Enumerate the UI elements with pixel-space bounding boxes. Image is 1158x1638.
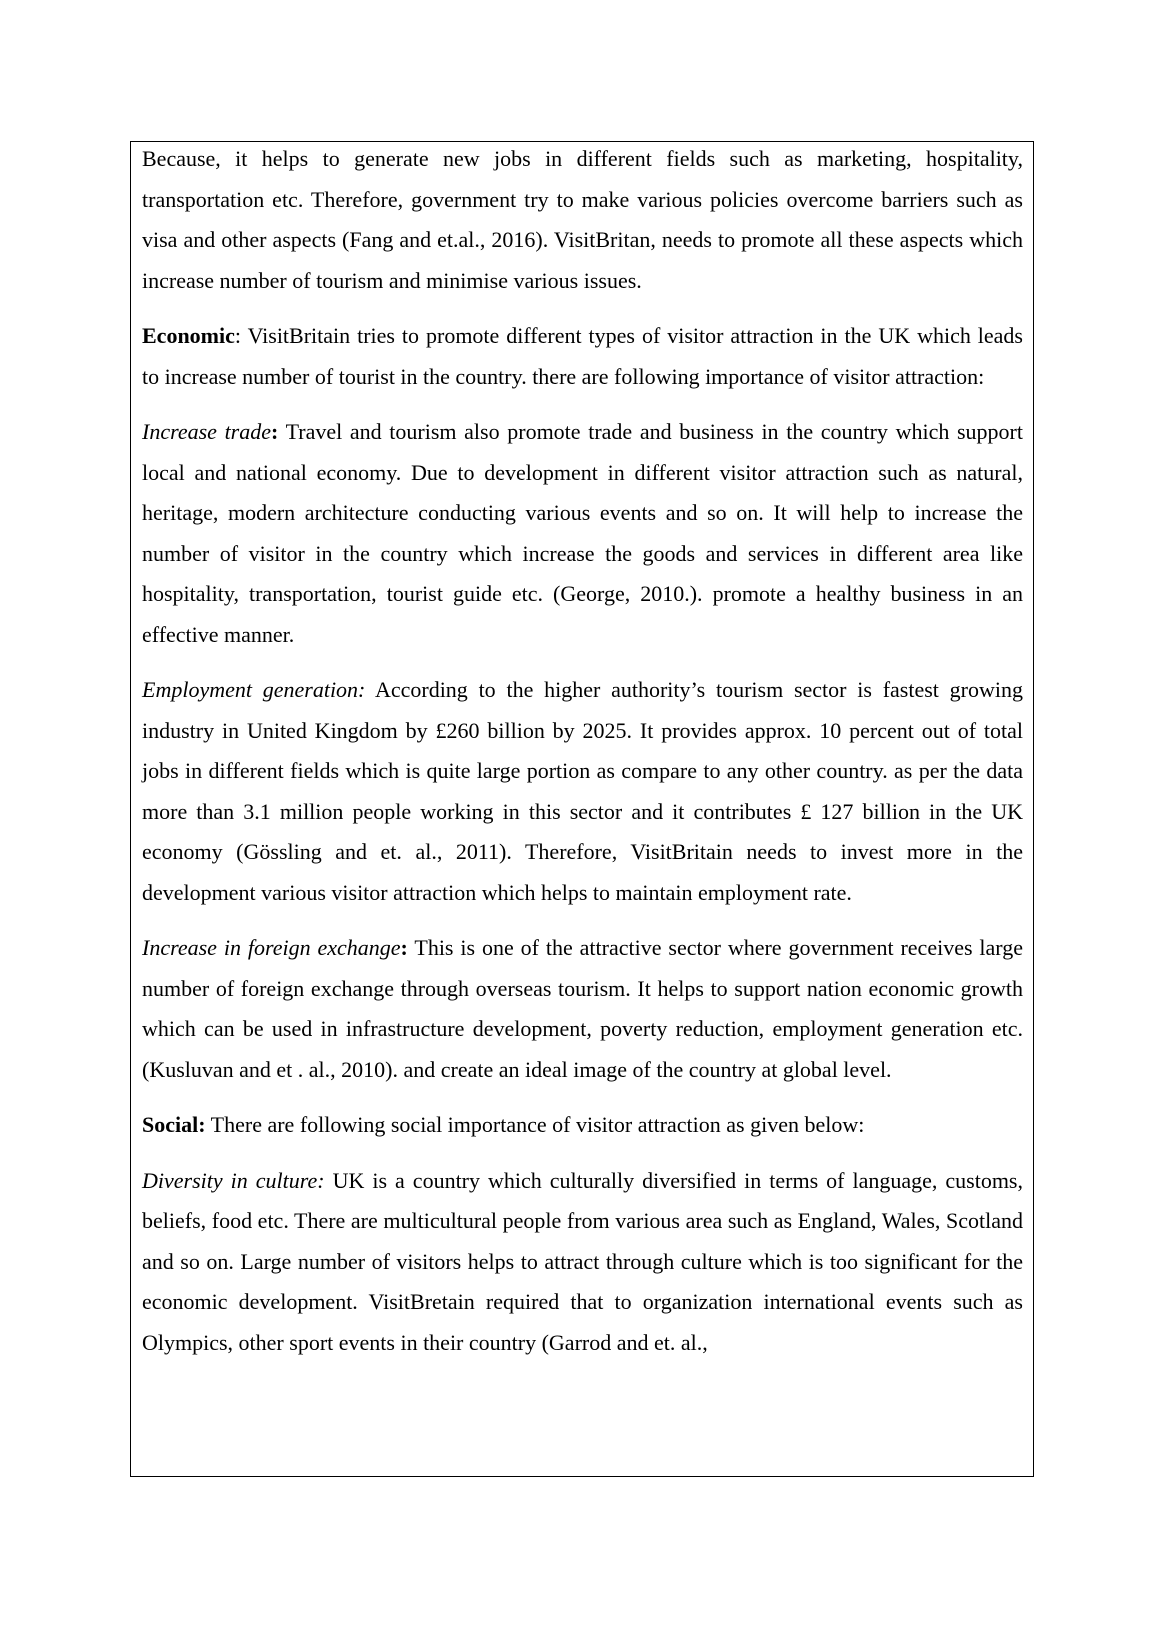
paragraph-body: UK is a country which culturally diversified in terms of language, customs, beliefs, food etc. There are multicultural people from various area such as England, Wales, Scotland and so on. Large number of visitors helps to attract through culture which is too significant for the economic development. VisitBretain required that to organization international events such as Olympics, other sport events in their country (Garrod and et. al., [142,1167,1023,1355]
paragraph-heading: Employment generation: [142,677,366,702]
paragraph-social [142,1105,1023,1146]
paragraph-body: This is one of the attractive sector where government receives large number of foreign exchange through overseas tourism. It helps to support nation economic growth which can be used in infrastructure development, poverty reduction, employment generation etc. (Kusluvan and et . al., 2010). and create an ideal image of the country at global level. [142,935,1023,1082]
paragraph-economic [142,316,1023,397]
bordered-text-box [130,141,1034,1477]
text-content [142,141,1023,1378]
paragraph-heading: Increase trade [142,419,272,444]
heading-separator: : [400,935,408,960]
paragraph-diversity-culture [142,1161,1023,1364]
paragraph-body: According to the higher authority’s tourism sector is fastest growing industry in United Kingdom by £260 billion by 2025. It provides approx. 10 percent out of total jobs in different fields which is quite large portion as compare to any other country. as per the data more than 3.1 million people working in this sector and it contributes £ 127 billion in the UK economy (Gössling and et. al., 2011). Therefore, VisitBritain needs to invest more in the development various visitor attraction which helps to maintain employment rate. [142,677,1023,905]
paragraph-body: VisitBritain tries to promote different types of visitor attraction in the UK which leads to increase number of tourist in the country. there are following importance of visitor attraction: [142,323,1023,389]
paragraph-foreign-exchange [142,928,1023,1090]
paragraph-heading: Increase in foreign exchange [142,935,401,960]
paragraph-increase-trade [142,412,1023,655]
paragraph-heading: Social: [142,1112,206,1137]
paragraph-intro [142,141,1023,301]
paragraph-heading: Diversity in culture: [142,1167,325,1193]
heading-separator: : [234,323,242,348]
paragraph-body: Because, it helps to generate new jobs in different fields such as marketing, hospitality, transportation etc. Therefore, government try to make various policies overcome barriers such as visa and other aspects (Fang and et.al., 2016). VisitBritan, needs to promote all these aspects which increase number of tourism and minimise various issues. [142,146,1023,293]
paragraph-employment-generation [142,670,1023,913]
paragraph-heading: Economic [142,323,235,348]
paragraph-body: Travel and tourism also promote trade and business in the country which support local and national economy. Due to development in different visitor attraction such as natural, heritage, modern architecture conducting various events and so on. It will help to increase the number of visitor in the country which increase the goods and services in different area like hospitality, transportation, tourist guide etc. (George, 2010.). promote a healthy business in an effective manner. [142,419,1023,647]
heading-separator: : [271,419,279,444]
paragraph-body: There are following social importance of visitor attraction as given below: [205,1112,865,1137]
